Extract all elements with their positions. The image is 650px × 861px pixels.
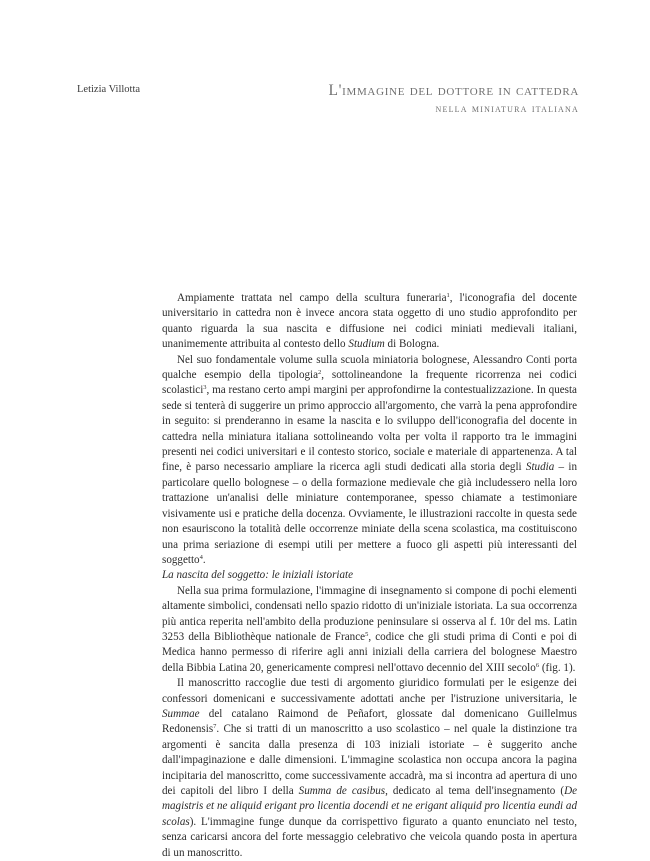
paragraph-2: Nel suo fondamentale volume sulla scuola miniatoria bolognese, Alessandro Conti porta qualche esempio della tipologia$^2$, sottolineandone la frequente ricorrenza nei codici scolastici$^3$, ma restano certo ampi margini per approfondirne la contestualizzazione. In questa sede si tenterà di suggerire un primo approccio all'argomento, che varrà la pena approfondire in seguito: si prenderanno in esame la nascita e lo sviluppo dell'iconografia del docente in cattedra nella miniatura italiana sottolineando volta per volta il rapporto tra le immagini presenti nei codici universitari e il contesto storico, sociale e materiale di appartenenza. A tal fine, è parso necessario ampliare la ricerca agli studi dedicati alla storia degli Studia – in particolare quello bolognese – o della formazione medievale che già includessero nella loro trattazione un'analisi delle miniature contemporanee, spesso chiamate a testimoniare visivamente usi e pratiche della docenza. Ovviamente, le illustrazioni raccolte in questa sede non esauriscono la totalità delle occorrenze miniate della scena scolastica, ma costituiscono una prima seriazione di esempi utili per mettere a fuoco gli aspetti più interessanti del soggetto$^4$. [162,353,577,566]
title-line-1: L'immagine del dottore in cattedra [328,82,579,99]
title-line-2: nella miniatura italiana [435,101,579,115]
article-body [162,291,577,861]
footnote-ref: 6 [535,661,540,669]
footnote-ref: 7 [213,723,217,731]
footnote-ref: 2 [318,369,322,377]
footnote-ref: 4 [199,553,203,561]
footnote-ref: 3 [203,384,207,392]
paragraph-4: Il manoscritto raccoglie due testi di argomento giuridico formulati per le esigenze dei confessori domenicani e successivamente adottati anche per l'istruzione universitaria, le Summae del catalano Raimond de Peñafort, glossate dal domenicano Guillelmus Redonensis$^7$. Che si tratti di un manoscritto a uso scolastico – nel quale la distinzione tra argomenti è sancita dalla presenza di 103 iniziali istoriate – è suggerito anche dall'impaginazione e dalle dimensioni. L'immagine scolastica non occupa ancora la pagina incipitaria del manoscritto, come successivamente accadrà, ma si incontra ad apertura di uno dei capitoli del libro I della Summa de casibus, dedicato al tema dell'insegnamento (De magistris et ne aliquid erigant pro licentia docendi et ne erigant aliquid pro licentia eundi ad scolas). L'immagine funge dunque da corrispettivo figurato a quanto enunciato nel testo, senza caricarsi ancora del forte messaggio celebrativo che veicola quando posta in apertura di un manoscritto. [162,677,577,859]
footnote-ref: 5 [365,630,369,638]
footnote-ref: 1 [446,292,450,299]
section-heading: La nascita del soggetto: le iniziali istoriate [162,569,354,582]
running-head-author: Letizia Villotta [77,84,141,95]
paragraph-1: Ampiamente trattata nel campo della scultura funeraria$^1$, l'iconografia del docente universitario in cattedra non è invece ancora stata oggetto di uno studio approfondito per quanto riguarda la sua nascita e diffusione nei codici miniati medievali italiani, unanimemente attribuita al contesto dello Studium di Bologna. [162,292,577,351]
running-head-title [328,81,579,116]
paragraph-3: Nella sua prima formulazione, l'immagine di insegnamento si compone di pochi elementi altamente simbolici, condensati nello spazio ridotto di un'iniziale istoriata. La sua occorrenza più antica reperita nell'ambito della produzione peninsulare si osserva al f. 10r del ms. Latin 3253 della Bibliothèque nationale de France$^5$, codice che gli studi prima di Conti e poi di Medica hanno permesso di riferire agli anni iniziali della carriera del bolognese Maestro della Bibbia Latina 20, genericamente compresi nell'ottavo decennio del XIII secolo$^6$ (fig. 1). [162,584,577,674]
